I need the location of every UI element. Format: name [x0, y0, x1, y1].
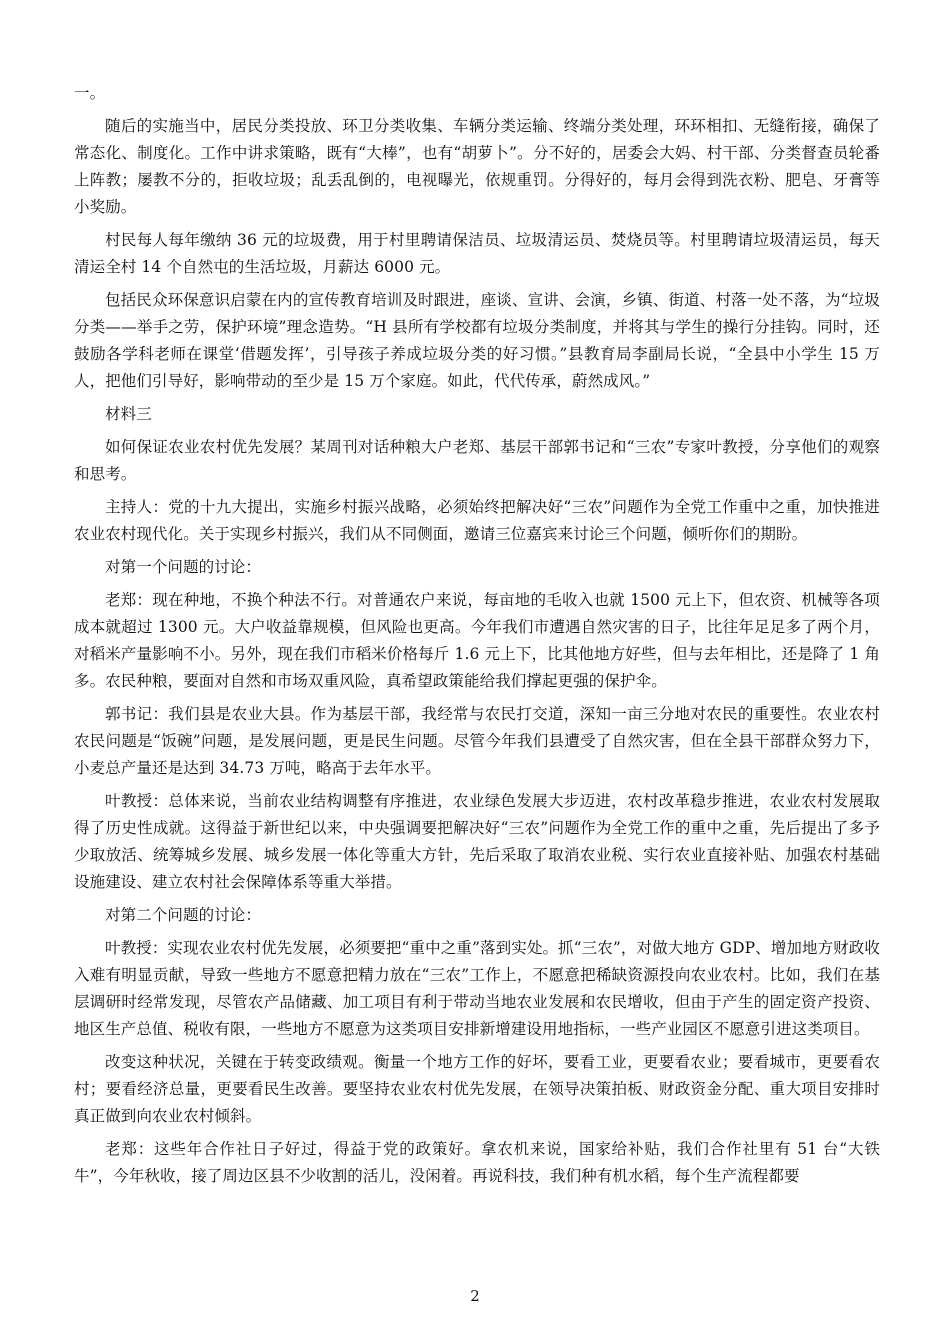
paragraph: 村民每人每年缴纳 36 元的垃圾费，用于村里聘请保洁员、垃圾清运员、焚烧员等。村里聘请垃圾清运员，每天清运全村 14 个自然屯的生活垃圾，月薪达 6000 元。	[74, 231, 880, 276]
paragraph: 如何保证农业农村优先发展？某周刊对话种粮大户老郑、基层干部郭书记和“三农”专家叶教授，分享他们的观察和思考。	[74, 438, 880, 483]
paragraph: 随后的实施当中，居民分类投放、环卫分类收集、车辆分类运输、终端分类处理，环环相扣、无缝衔接，确保了常态化、制度化。工作中讲求策略，既有“大棒”，也有“胡萝卜”。分不好的，居委会大妈、村干部、分类督查员轮番上阵教；屡教不分的，拒收垃圾；乱丢乱倒的，电视曝光，依规重罚。分得好的，每月会得到洗衣粉、肥皂、牙膏等小奖励。	[74, 117, 880, 216]
paragraph-ye-professor: 叶教授：总体来说，当前农业结构调整有序推进，农业绿色发展大步迈进，农村改革稳步推进，农业农村发展取得了历史性成就。这得益于新世纪以来，中央强调要把解决好“三农”问题作为全党工作的重中之重，先后提出了多予少取放活、统筹城乡发展、城乡发展一体化等重大方针，先后采取了取消农业税、实行农业直接补贴、加强农村基础设施建设、建立农村社会保障体系等重大举措。	[74, 792, 880, 891]
paragraph-ye-professor-2: 叶教授：实现农业农村优先发展，必须要把“重中之重”落到实处。抓“三农”，对做大地方 GDP、增加地方财政收入难有明显贡献，导致一些地方不愿意把精力放在“三农”工作上，不愿意把稀缺资源投向农业农村。比如，我们在基层调研时经常发现，尽管农产品储藏、加工项目有利于带动当地农业发展和农民增收，但由于产生的固定资产投资、地区生产总值、税收有限，一些地方不愿意为这类项目安排新增建设用地指标，一些产业园区不愿意引进这类项目。	[74, 939, 880, 1038]
page-number: 2	[470, 1287, 480, 1305]
discussion-heading-1: 对第一个问题的讨论：	[105, 558, 262, 576]
paragraph-continuation: 一。	[74, 84, 106, 102]
section-heading-material-3: 材料三	[105, 405, 152, 423]
paragraph: 改变这种状况，关键在于转变政绩观。衡量一个地方工作的好坏，要看工业，更要看农业；要看城市，更要看农村；要看经济总量，更要看民生改善。要坚持农业农村优先发展，在领导决策拍板、财政资金分配、重大项目安排时真正做到向农业农村倾斜。	[74, 1053, 880, 1125]
discussion-heading-2: 对第二个问题的讨论：	[105, 906, 262, 924]
paragraph: 包括民众环保意识启蒙在内的宣传教育培训及时跟进，座谈、宣讲、会演，乡镇、街道、村落一处不落，为“垃圾分类——举手之劳，保护环境”理念造势。“H 县所有学校都有垃圾分类制度，并将其与学生的操行分挂钩。同时，还鼓励各学科老师在课堂‘借题发挥’，引导孩子养成垃圾分类的好习惯。”县教育局李副局长说，“全县中小学生 15 万人，把他们引导好，影响带动的至少是 15 万个家庭。如此，代代传承，蔚然成风。”	[74, 291, 880, 390]
paragraph-host: 主持人：党的十九大提出，实施乡村振兴战略，必须始终把解决好“三农”问题作为全党工作重中之重，加快推进农业农村现代化。关于实现乡村振兴，我们从不同侧面，邀请三位嘉宾来讨论三个问题，倾听你们的期盼。	[74, 498, 880, 543]
paragraph-lao-zheng: 老郑：现在种地，不换个种法不行。对普通农户来说，每亩地的毛收入也就 1500 元上下，但农资、机械等各项成本就超过 1300 元。大户收益靠规模，但风险也更高。今年我们市遭遇自然灾害的日子，比往年足足多了两个月，对稻米产量影响不小。另外，现在我们市稻米价格每斤 1.6 元上下，比其他地方好些，但与去年相比，还是降了 1 角多。农民种粮，要面对自然和市场双重风险，真希望政策能给我们撑起更强的保护伞。	[74, 591, 880, 690]
paragraph-lao-zheng-2: 老郑：这些年合作社日子好过，得益于党的政策好。拿农机来说，国家给补贴，我们合作社里有 51 台“大铁牛”，今年秋收，接了周边区县不少收割的活儿，没闲着。再说科技，我们种有机水稻，每个生产流程都要	[74, 1140, 880, 1185]
paragraph-guo-shuji: 郭书记：我们县是农业大县。作为基层干部，我经常与农民打交道，深知一亩三分地对农民的重要性。农业农村农民问题是“饭碗”问题，是发展问题，更是民生问题。尽管今年我们县遭受了自然灾害，但在全县干部群众努力下，小麦总产量还是达到 34.73 万吨，略高于去年水平。	[74, 705, 880, 777]
page-body	[74, 80, 880, 1196]
